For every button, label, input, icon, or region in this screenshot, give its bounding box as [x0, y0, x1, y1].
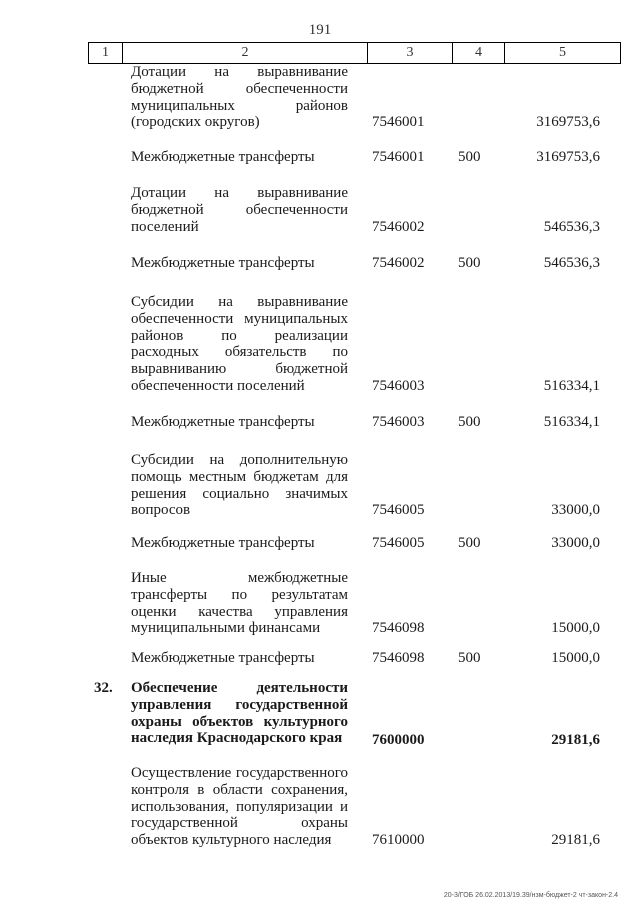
row-amount: 15000,0: [551, 620, 600, 636]
row-amount: 33000,0: [551, 535, 600, 551]
row-code: 7546001: [372, 149, 425, 165]
row-code: 7546002: [372, 219, 425, 235]
row-number: 32.: [94, 680, 113, 696]
row-code: 7546003: [372, 378, 425, 394]
row-amount: 516334,1: [543, 414, 600, 430]
row-name: Межбюджетные трансферты: [131, 650, 315, 666]
row-type: 500: [458, 255, 481, 271]
row-name: Межбюджетные трансферты: [131, 255, 315, 271]
row-name: Осуществление государственного контроля в области сохранения, использования, популяризации и государственной охраны объектов культурного наследия: [131, 765, 348, 849]
row-type: 500: [458, 149, 481, 165]
row-code: 7546005: [372, 502, 425, 518]
table-header: [88, 42, 621, 64]
row-name: Дотации на выравнивание бюджетной обеспеченности муниципальных районов (городских округов): [131, 64, 348, 131]
row-amount: 3169753,6: [536, 114, 600, 130]
row-amount: 3169753,6: [536, 149, 600, 165]
row-amount: 546536,3: [543, 219, 600, 235]
row-code: 7546098: [372, 620, 425, 636]
row-name: Субсидии на выравнивание обеспеченности муниципальных районов по реализации расходных обязательств по выравниванию бюджетной обеспеченности поселений: [131, 294, 348, 394]
row-code: 7600000: [372, 732, 425, 748]
row-amount: 33000,0: [551, 502, 600, 518]
row-type: 500: [458, 414, 481, 430]
row-code: 7546001: [372, 114, 425, 130]
row-name: Обеспечение деятельности управления государственной охраны объектов культурного наследия Краснодарского края: [131, 680, 348, 747]
row-code: 7546098: [372, 650, 425, 666]
row-type: 500: [458, 650, 481, 666]
row-code: 7610000: [372, 832, 425, 848]
row-code: 7546003: [372, 414, 425, 430]
row-amount: 516334,1: [543, 378, 600, 394]
row-code: 7546002: [372, 255, 425, 271]
row-name: Межбюджетные трансферты: [131, 414, 315, 430]
row-amount: 15000,0: [551, 650, 600, 666]
row-name: Дотации на выравнивание бюджетной обеспеченности поселений: [131, 185, 348, 235]
row-code: 7546005: [372, 535, 425, 551]
header-col-3: 3: [368, 43, 453, 63]
header-col-2: 2: [123, 43, 368, 63]
row-name: Иные межбюджетные трансферты по результатам оценки качества управления муниципальными финансами: [131, 570, 348, 637]
header-col-5: 5: [559, 45, 566, 60]
row-amount: 546536,3: [543, 255, 600, 271]
row-type: 500: [458, 535, 481, 551]
footer-doc-code: 20-3/ГОБ 26.02.2013/19.39/нзм-бюджет-2 чт-закон-2.4: [443, 892, 618, 899]
row-amount: 29181,6: [551, 832, 600, 848]
page-number: 191: [308, 22, 332, 38]
row-name: Межбюджетные трансферты: [131, 535, 315, 551]
row-name: Субсидии на дополнительную помощь местным бюджетам для решения социально значимых вопросов: [131, 452, 348, 519]
header-col-4: 4: [453, 43, 505, 63]
row-amount: 29181,6: [551, 732, 600, 748]
header-col-1: 1: [89, 43, 123, 63]
row-name: Межбюджетные трансферты: [131, 149, 315, 165]
